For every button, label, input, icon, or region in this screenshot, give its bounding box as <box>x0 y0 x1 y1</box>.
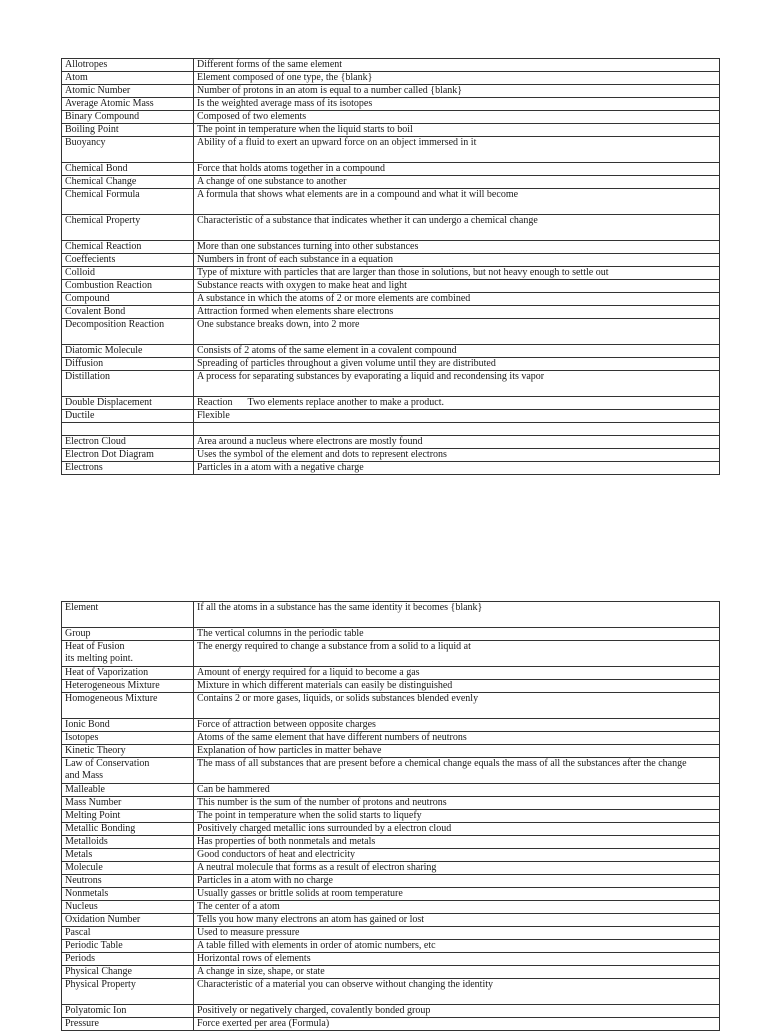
table-row <box>62 641 720 667</box>
term-cell: Metals <box>62 849 194 862</box>
table-row <box>62 849 720 862</box>
table-row <box>62 680 720 693</box>
definition-cell: Atoms of the same element that have different numbers of neutrons <box>194 732 720 745</box>
definition-cell: Element composed of one type, the {blank} <box>194 72 720 85</box>
definition-cell: The vertical columns in the periodic table <box>194 628 720 641</box>
table-row <box>62 628 720 641</box>
table-row <box>62 293 720 306</box>
definition-cell: A substance in which the atoms of 2 or more elements are combined <box>194 293 720 306</box>
term-cell: Binary Compound <box>62 111 194 124</box>
table-row <box>62 758 720 784</box>
term-cell: Electron Cloud <box>62 436 194 449</box>
table-row <box>62 1018 720 1031</box>
definition-cell: A table filled with elements in order of atomic numbers, etc <box>194 940 720 953</box>
term-cell: Malleable <box>62 784 194 797</box>
term-cell: Ductile <box>62 410 194 423</box>
table-row <box>62 85 720 98</box>
table-row <box>62 111 720 124</box>
definition-cell: Positively charged metallic ions surrounded by a electron cloud <box>194 823 720 836</box>
term-cell: Diatomic Molecule <box>62 345 194 358</box>
term-cell: Decomposition Reaction <box>62 319 194 345</box>
term-cell: Chemical Reaction <box>62 241 194 254</box>
table-row <box>62 306 720 319</box>
definition-cell: Reaction Two elements replace another to make a product. <box>194 397 720 410</box>
glossary-table-1 <box>61 58 720 475</box>
table-row <box>62 462 720 475</box>
term-cell: Oxidation Number <box>62 914 194 927</box>
definition-cell: Characteristic of a material you can observe without changing the identity <box>194 979 720 1005</box>
definition-cell: Good conductors of heat and electricity <box>194 849 720 862</box>
definition-cell: Mixture in which different materials can easily be distinguished <box>194 680 720 693</box>
definition-cell: Tells you how many electrons an atom has gained or lost <box>194 914 720 927</box>
definition-cell: Numbers in front of each substance in a equation <box>194 254 720 267</box>
table-row <box>62 862 720 875</box>
definition-cell: The mass of all substances that are present before a chemical change equals the mass of all the substances after the change <box>194 758 720 784</box>
definition-cell: Force exerted per area (Formula) <box>194 1018 720 1031</box>
term-cell: Periodic Table <box>62 940 194 953</box>
term-cell: Distillation <box>62 371 194 397</box>
term-cell: Polyatomic Ion <box>62 1005 194 1018</box>
term-cell: Nucleus <box>62 901 194 914</box>
term-cell: Covalent Bond <box>62 306 194 319</box>
term-cell: Melting Point <box>62 810 194 823</box>
term-cell: Kinetic Theory <box>62 745 194 758</box>
term-cell: Atom <box>62 72 194 85</box>
definition-cell: Force of attraction between opposite charges <box>194 719 720 732</box>
definition-cell: A change of one substance to another <box>194 176 720 189</box>
table-row <box>62 319 720 345</box>
table-row <box>62 797 720 810</box>
definition-cell: Can be hammered <box>194 784 720 797</box>
table-row <box>62 745 720 758</box>
term-cell: Neutrons <box>62 875 194 888</box>
definition-cell: Force that holds atoms together in a compound <box>194 163 720 176</box>
table-row <box>62 667 720 680</box>
term-cell: Boiling Point <box>62 124 194 137</box>
term-cell: Molecule <box>62 862 194 875</box>
definition-cell: Horizontal rows of elements <box>194 953 720 966</box>
table-row <box>62 410 720 423</box>
definition-cell: Composed of two elements <box>194 111 720 124</box>
table-row <box>62 449 720 462</box>
table-row <box>62 693 720 719</box>
term-cell: Ionic Bond <box>62 719 194 732</box>
definition-cell: Used to measure pressure <box>194 927 720 940</box>
table-row <box>62 914 720 927</box>
definition-cell: Attraction formed when elements share electrons <box>194 306 720 319</box>
definition-cell: A formula that shows what elements are in a compound and what it will become <box>194 189 720 215</box>
definition-cell: Substance reacts with oxygen to make heat and light <box>194 280 720 293</box>
term-cell: Mass Number <box>62 797 194 810</box>
table-row <box>62 423 720 436</box>
table-row <box>62 176 720 189</box>
table-row <box>62 810 720 823</box>
definition-cell: One substance breaks down, into 2 more <box>194 319 720 345</box>
table-row <box>62 241 720 254</box>
term-cell: Element <box>62 602 194 628</box>
definition-cell: Number of protons in an atom is equal to a number called {blank} <box>194 85 720 98</box>
term-cell: Atomic Number <box>62 85 194 98</box>
definition-cell: Consists of 2 atoms of the same element in a covalent compound <box>194 345 720 358</box>
term-cell: Chemical Property <box>62 215 194 241</box>
definition-cell: Type of mixture with particles that are larger than those in solutions, but not heavy enough to settle out <box>194 267 720 280</box>
table-row <box>62 784 720 797</box>
term-cell: Chemical Bond <box>62 163 194 176</box>
term-cell: Periods <box>62 953 194 966</box>
definition-cell: If all the atoms in a substance has the same identity it becomes {blank} <box>194 602 720 628</box>
table-row <box>62 823 720 836</box>
table-row <box>62 953 720 966</box>
table-row <box>62 1005 720 1018</box>
term-cell <box>62 423 194 436</box>
definition-cell: The energy required to change a substance from a solid to a liquid at <box>194 641 720 667</box>
table-row <box>62 267 720 280</box>
table-row <box>62 888 720 901</box>
definition-cell: A process for separating substances by evaporating a liquid and recondensing its vapor <box>194 371 720 397</box>
definition-cell: Is the weighted average mass of its isotopes <box>194 98 720 111</box>
table-row <box>62 59 720 72</box>
term-cell: Average Atomic Mass <box>62 98 194 111</box>
table-row <box>62 732 720 745</box>
definition-cell: More than one substances turning into other substances <box>194 241 720 254</box>
definition-cell: Spreading of particles throughout a given volume until they are distributed <box>194 358 720 371</box>
definition-cell: The point in temperature when the liquid starts to boil <box>194 124 720 137</box>
term-cell: Double Displacement <box>62 397 194 410</box>
term-cell: Physical Change <box>62 966 194 979</box>
term-cell: Combustion Reaction <box>62 280 194 293</box>
table-row <box>62 436 720 449</box>
term-cell: Heat of Vaporization <box>62 667 194 680</box>
table-row <box>62 163 720 176</box>
definition-cell: The center of a atom <box>194 901 720 914</box>
definition-cell: Area around a nucleus where electrons are mostly found <box>194 436 720 449</box>
glossary-table-1-body <box>62 59 720 475</box>
definition-cell: Particles in a atom with no charge <box>194 875 720 888</box>
glossary-table-2 <box>61 601 720 1031</box>
definition-cell: Ability of a fluid to exert an upward force on an object immersed in it <box>194 137 720 163</box>
table-row <box>62 98 720 111</box>
table-row <box>62 72 720 85</box>
definition-cell: A neutral molecule that forms as a result of electron sharing <box>194 862 720 875</box>
term-cell: Pascal <box>62 927 194 940</box>
term-cell: Homogeneous Mixture <box>62 693 194 719</box>
definition-cell: Has properties of both nonmetals and metals <box>194 836 720 849</box>
definition-cell: Amount of energy required for a liquid to become a gas <box>194 667 720 680</box>
glossary-table-2-body <box>62 602 720 1031</box>
term-cell: Heterogeneous Mixture <box>62 680 194 693</box>
definition-cell: Characteristic of a substance that indicates whether it can undergo a chemical change <box>194 215 720 241</box>
table-row <box>62 358 720 371</box>
term-cell: Allotropes <box>62 59 194 72</box>
table-row <box>62 940 720 953</box>
term-cell: Chemical Formula <box>62 189 194 215</box>
term-cell: Compound <box>62 293 194 306</box>
term-cell: Group <box>62 628 194 641</box>
definition-cell: This number is the sum of the number of protons and neutrons <box>194 797 720 810</box>
term-cell: Nonmetals <box>62 888 194 901</box>
definition-cell: The point in temperature when the solid starts to liquefy <box>194 810 720 823</box>
term-cell: Electron Dot Diagram <box>62 449 194 462</box>
term-cell: Isotopes <box>62 732 194 745</box>
table-row <box>62 137 720 163</box>
table-row <box>62 602 720 628</box>
term-cell: Colloid <box>62 267 194 280</box>
table-row <box>62 215 720 241</box>
definition-cell: Explanation of how particles in matter behave <box>194 745 720 758</box>
term-cell: Heat of Fusion its melting point. <box>62 641 194 667</box>
definition-cell: Particles in a atom with a negative charge <box>194 462 720 475</box>
table-row <box>62 189 720 215</box>
table-row <box>62 979 720 1005</box>
definition-cell: Different forms of the same element <box>194 59 720 72</box>
table-row <box>62 966 720 979</box>
definition-cell: Positively or negatively charged, covalently bonded group <box>194 1005 720 1018</box>
table-row <box>62 901 720 914</box>
definition-cell: Uses the symbol of the element and dots to represent electrons <box>194 449 720 462</box>
definition-cell <box>194 423 720 436</box>
definition-cell: Usually gasses or brittle solids at room temperature <box>194 888 720 901</box>
table-row <box>62 719 720 732</box>
definition-cell: A change in size, shape, or state <box>194 966 720 979</box>
term-cell: Chemical Change <box>62 176 194 189</box>
term-cell: Pressure <box>62 1018 194 1031</box>
table-row <box>62 280 720 293</box>
term-cell: Metallic Bonding <box>62 823 194 836</box>
table-row <box>62 397 720 410</box>
table-row <box>62 927 720 940</box>
table-row <box>62 345 720 358</box>
table-row <box>62 254 720 267</box>
term-cell: Physical Property <box>62 979 194 1005</box>
table-row <box>62 124 720 137</box>
term-cell: Electrons <box>62 462 194 475</box>
term-cell: Buoyancy <box>62 137 194 163</box>
term-cell: Law of Conservation and Mass <box>62 758 194 784</box>
table-row <box>62 371 720 397</box>
table-row <box>62 875 720 888</box>
table-row <box>62 836 720 849</box>
term-cell: Metalloids <box>62 836 194 849</box>
definition-cell: Contains 2 or more gases, liquids, or solids substances blended evenly <box>194 693 720 719</box>
term-cell: Coeffecients <box>62 254 194 267</box>
definition-cell: Flexible <box>194 410 720 423</box>
term-cell: Diffusion <box>62 358 194 371</box>
